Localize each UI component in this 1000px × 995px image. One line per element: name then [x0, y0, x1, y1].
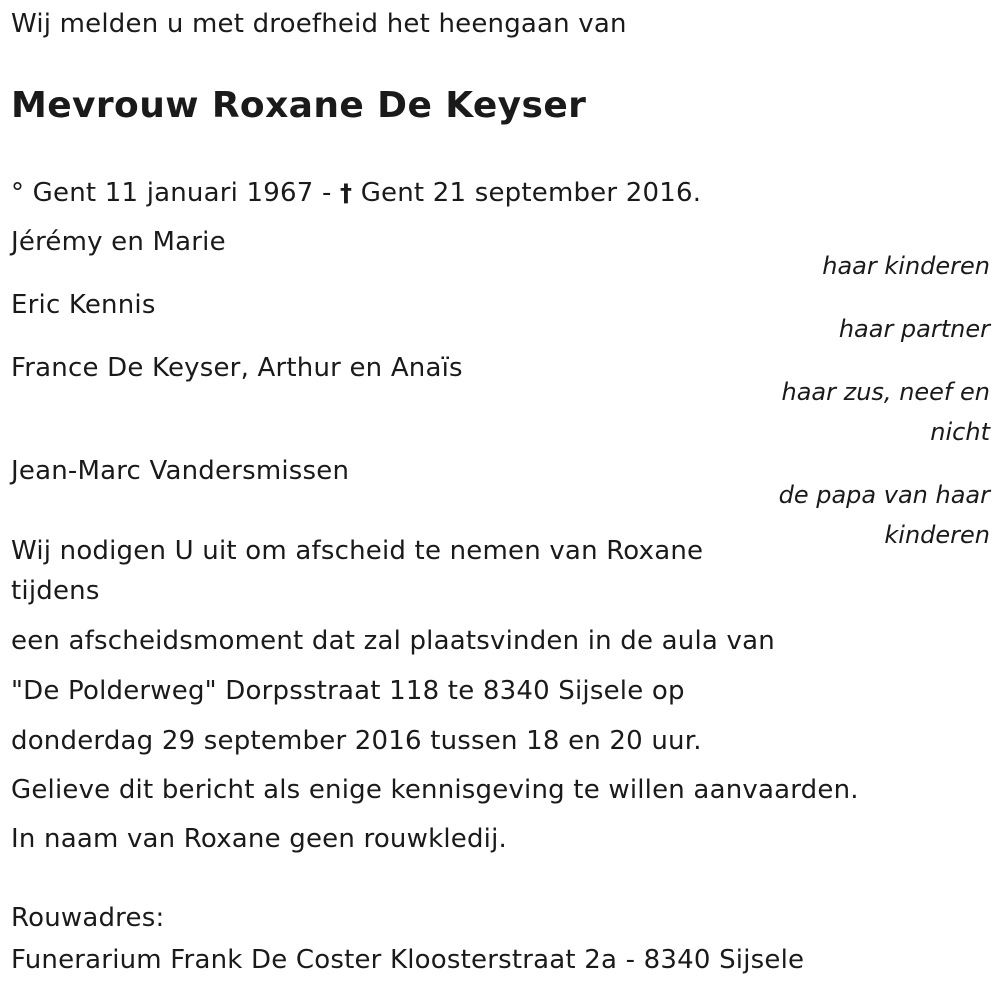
intro-text: Wij melden u met droefheid het heengaan van [11, 9, 627, 39]
notice-text: Gelieve dit bericht als enige kennisgeving te willen aanvaarden. [11, 775, 859, 805]
birth-info: ° Gent 11 januari 1967 - [11, 178, 332, 208]
invitation-line: Wij nodigen U uit om afscheid te nemen van Roxane [11, 536, 704, 566]
invitation-line: tijdens [11, 576, 100, 606]
dates-line [11, 173, 701, 213]
mourner-relation: haar partner [838, 315, 990, 343]
mourner-relation: de papa van haar [778, 481, 990, 509]
invitation-line: een afscheidsmoment dat zal plaatsvinden in de aula van [11, 626, 775, 656]
mourner-names: Jérémy en Marie [11, 227, 226, 257]
address-value: Funerarium Frank De Coster Kloosterstraat 2a - 8340 Sijsele [11, 945, 805, 975]
mourner-relation: kinderen [884, 521, 990, 549]
mourner-relation: nicht [930, 418, 990, 446]
deceased-name: Mevrouw Roxane De Keyser [11, 85, 587, 126]
address-label: Rouwadres: [11, 903, 165, 933]
mourner-names: Eric Kennis [11, 290, 156, 320]
mourner-relation: haar zus, neef en [781, 378, 990, 406]
mourner-names: France De Keyser, Arthur en Anaïs [11, 353, 463, 383]
attire-text: In naam van Roxane geen rouwkledij. [11, 824, 507, 854]
invitation-line: donderdag 29 september 2016 tussen 18 en 20 uur. [11, 726, 702, 756]
mourner-relation: haar kinderen [822, 252, 990, 280]
death-info: Gent 21 september 2016. [360, 178, 702, 208]
invitation-line: "De Polderweg" Dorpsstraat 118 te 8340 Sijsele op [11, 676, 685, 706]
mourner-names: Jean-Marc Vandersmissen [11, 456, 350, 486]
cross-icon: † [340, 179, 353, 207]
